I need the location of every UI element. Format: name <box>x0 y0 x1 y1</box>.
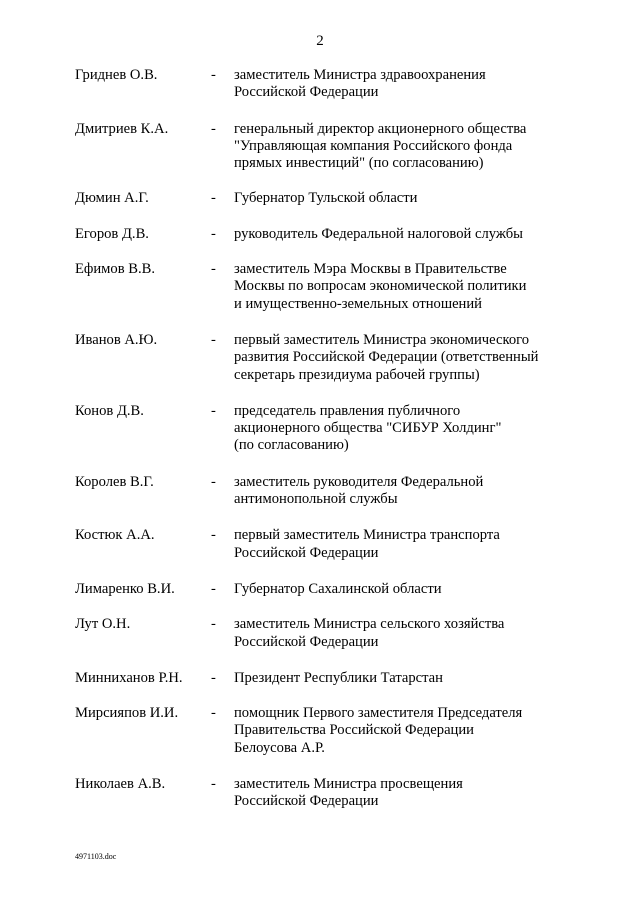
member-position: заместитель Мэра Москвы в Правительстве Москвы по вопросам экономической политики и имущественно-земельных отношений <box>234 261 527 312</box>
member-roster <box>75 67 575 811</box>
member-name: Лут О.Н. <box>75 616 131 633</box>
roster-entry <box>75 616 575 651</box>
member-name: Королев В.Г. <box>75 473 154 490</box>
member-name: Конов Д.В. <box>75 402 144 419</box>
roster-entry <box>75 527 575 562</box>
member-name: Мирсияпов И.И. <box>75 705 179 722</box>
member-name: Ефимов В.В. <box>75 261 156 278</box>
roster-entry <box>75 705 575 757</box>
dash-separator: - <box>211 473 216 490</box>
member-position: заместитель руководителя Федеральной антимонопольной службы <box>234 473 484 508</box>
member-name: Дмитриев К.А. <box>75 120 169 137</box>
member-position: заместитель Министра просвещения Российской Федерации <box>234 776 463 810</box>
roster-entry <box>75 332 575 384</box>
member-position: заместитель Министра сельского хозяйства Российской Федерации <box>234 616 505 650</box>
member-position: председатель правления публичного акционерного общества "СИБУР Холдинг" (по согласованию) <box>234 402 502 454</box>
roster-entry <box>75 226 575 243</box>
dash-separator: - <box>211 67 216 83</box>
document-reference: 4971103.doc <box>75 852 117 861</box>
member-name: Егоров Д.В. <box>75 225 149 242</box>
dash-separator: - <box>211 402 216 419</box>
member-position: первый заместитель Министра экономического развития Российской Федерации (ответственный секретарь президиума рабочей группы) <box>234 331 539 383</box>
member-position: генеральный директор акционерного общества "Управляющая компания Российского фонда прямых инвестиций" (по согласованию) <box>234 120 527 172</box>
member-name: Гриднев О.В. <box>75 67 158 83</box>
dash-separator: - <box>211 331 216 348</box>
roster-entry <box>75 581 575 598</box>
dash-separator: - <box>211 580 216 597</box>
member-name: Минниханов Р.Н. <box>75 669 183 686</box>
roster-entry <box>75 190 575 207</box>
dash-separator: - <box>211 225 216 242</box>
dash-separator: - <box>211 776 216 793</box>
member-name: Николаев А.В. <box>75 776 166 793</box>
page-number: 2 <box>316 33 324 49</box>
roster-entry <box>75 776 575 811</box>
dash-separator: - <box>211 120 216 137</box>
dash-separator: - <box>211 527 216 544</box>
member-position: первый заместитель Министра транспорта Российской Федерации <box>234 527 500 561</box>
roster-entry <box>75 121 575 173</box>
member-position: Губернатор Сахалинской области <box>234 580 442 597</box>
member-position: помощник Первого заместителя Председателя Правительства Российской Федерации Белоусова А.Р. <box>234 705 523 756</box>
dash-separator: - <box>211 705 216 722</box>
roster-entry <box>75 670 575 687</box>
member-name: Иванов А.Ю. <box>75 331 158 348</box>
member-name: Лимаренко В.И. <box>75 580 175 597</box>
roster-entry <box>75 67 575 102</box>
member-name: Костюк А.А. <box>75 527 155 544</box>
member-position: руководитель Федеральной налоговой службы <box>234 225 523 242</box>
member-position: Губернатор Тульской области <box>234 190 418 207</box>
roster-entry <box>75 474 575 509</box>
dash-separator: - <box>211 616 216 633</box>
dash-separator: - <box>211 261 216 278</box>
roster-entry <box>75 403 575 455</box>
member-name: Дюмин А.Г. <box>75 190 149 207</box>
member-position: заместитель Министра здравоохранения Российской Федерации <box>234 67 486 101</box>
roster-entry <box>75 261 575 313</box>
dash-separator: - <box>211 669 216 686</box>
dash-separator: - <box>211 190 216 207</box>
member-position: Президент Республики Татарстан <box>234 669 443 686</box>
